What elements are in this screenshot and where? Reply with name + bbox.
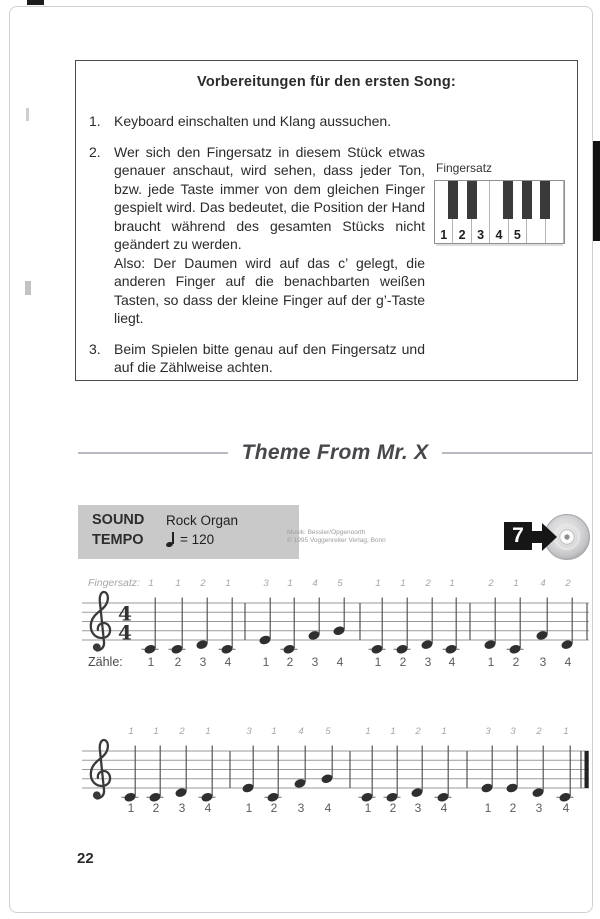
count-number: 2 [270, 801, 278, 815]
fingering-number: 4 [312, 578, 318, 589]
time-signature-bottom: 4 [118, 620, 132, 645]
fingering-number: 1 [375, 578, 381, 589]
fingering-number: 4 [540, 578, 546, 589]
fingering-number: 2 [200, 578, 206, 589]
song-title-row [78, 441, 592, 465]
scan-artifact-left [25, 281, 31, 295]
count-number: 4 [204, 801, 212, 815]
key-number: 5 [513, 228, 521, 242]
keyboard-diagram [434, 180, 565, 244]
count-number: 4 [562, 801, 570, 815]
final-barline-thick [585, 751, 589, 788]
credits-line: Musik: Bessler/Opgenoorth [287, 529, 366, 536]
count-number: 4 [224, 655, 232, 669]
count-number: 3 [424, 655, 432, 669]
prep-item-text: Beim Spielen bitte genau auf den Fingersatz und auf die Zählweise achten. [114, 340, 425, 375]
count-number: 2 [152, 801, 160, 815]
count-number: 1 [487, 655, 495, 669]
fingering-number: 1 [441, 726, 447, 737]
fingering-number: 1 [225, 578, 231, 589]
count-label: Zähle: [88, 655, 123, 669]
fingering-number: 2 [179, 726, 185, 737]
black-key [522, 181, 532, 219]
prep-heading: Vorbereitungen für den ersten Song: [197, 74, 456, 90]
key-number: 3 [477, 228, 485, 242]
count-number: 1 [364, 801, 372, 815]
count-number: 4 [324, 801, 332, 815]
fingering-number: 5 [337, 578, 343, 589]
fingering-number: 4 [298, 726, 304, 737]
black-key [540, 181, 550, 219]
key-number: 4 [495, 228, 503, 242]
count-number: 2 [399, 655, 407, 669]
fingering-number: 1 [400, 578, 406, 589]
fingering-number: 5 [325, 726, 331, 737]
count-number: 2 [286, 655, 294, 669]
credits-line: © 1995 Voggenreiter Verlag, Bonn [287, 537, 386, 544]
count-number: 3 [414, 801, 422, 815]
list-number: 1. [89, 113, 101, 129]
count-number: 1 [147, 655, 155, 669]
sound-label: SOUND [92, 512, 145, 528]
tempo-value [166, 532, 214, 547]
fingering-number: 3 [263, 578, 269, 589]
fingering-number: 1 [513, 578, 519, 589]
fingering-label: Fingersatz: [88, 577, 140, 589]
fingering-number: 1 [175, 578, 181, 589]
count-number: 4 [448, 655, 456, 669]
fingering-number: 2 [425, 578, 431, 589]
scan-artifact-left [26, 108, 29, 121]
count-number: 2 [509, 801, 517, 815]
preparation-box [75, 60, 578, 381]
count-number: 1 [262, 655, 270, 669]
count-number: 3 [199, 655, 207, 669]
song-title: Theme From Mr. X [241, 441, 429, 464]
cd-track-marker [504, 510, 596, 566]
title-rule-right [442, 452, 592, 454]
sound-tempo-box [78, 505, 299, 559]
count-number: 3 [297, 801, 305, 815]
black-key [503, 181, 513, 219]
count-number: 3 [178, 801, 186, 815]
fingering-number: 1 [449, 578, 455, 589]
fingering-number: 2 [565, 578, 571, 589]
treble-clef-icon [93, 791, 101, 799]
sound-value: Rock Organ [166, 513, 239, 528]
fingering-number: 3 [485, 726, 491, 737]
count-number: 1 [127, 801, 135, 815]
key-number: 2 [458, 228, 466, 242]
fingering-number: 1 [128, 726, 134, 737]
fingering-number: 1 [205, 726, 211, 737]
list-number: 3. [89, 340, 101, 357]
fingering-number: 1 [365, 726, 371, 737]
fingering-number: 2 [536, 726, 542, 737]
prep-item-3 [89, 340, 577, 377]
fingering-number: 3 [510, 726, 516, 737]
prep-item-text: Keyboard einschalten und Klang aussuchen. [114, 113, 392, 129]
fingering-number: 3 [246, 726, 252, 737]
fingering-number: 1 [287, 578, 293, 589]
count-number: 3 [535, 801, 543, 815]
track-number-badge: 7 [504, 522, 532, 550]
count-number: 3 [539, 655, 547, 669]
count-number: 1 [484, 801, 492, 815]
fingering-number: 1 [153, 726, 159, 737]
title-rule-left [78, 452, 228, 454]
credits [287, 529, 386, 545]
fingering-number: 1 [148, 578, 154, 589]
fingering-number: 2 [488, 578, 494, 589]
prep-item-paragraph: Wer sich den Fingersatz in diesem Stück etwas genauer anschaut, wird sehen, dass jeder Ton, bzw. jede Taste immer von dem gleichen Finger gespielt wird. Das bedeutet, die Position der Hand braucht während des gesamten Stücks nicht geändert zu werden. [114, 143, 425, 252]
scan-artifact-right [593, 141, 600, 241]
count-number: 4 [564, 655, 572, 669]
fingering-number: 1 [271, 726, 277, 737]
prep-item-paragraph: Also: Der Daumen wird auf das c’ gelegt, die anderen Finger auf die benachbarten weißen Tasten, so dass der kleine Finger auf der g’-Taste liegt. [114, 254, 425, 326]
count-number: 2 [512, 655, 520, 669]
count-number: 1 [245, 801, 253, 815]
quarter-note-icon [166, 532, 176, 547]
count-number: 4 [440, 801, 448, 815]
fingering-number: 2 [415, 726, 421, 737]
fingering-number: 1 [390, 726, 396, 737]
fingering-diagram-label: Fingersatz [436, 161, 493, 175]
fingering-diagram [434, 161, 574, 244]
fingering-number: 1 [563, 726, 569, 737]
black-key [467, 181, 477, 219]
list-number: 2. [89, 143, 101, 160]
prep-item-text [114, 143, 425, 328]
count-number: 4 [336, 655, 344, 669]
count-number: 2 [389, 801, 397, 815]
page-number: 22 [77, 850, 94, 867]
count-number: 2 [174, 655, 182, 669]
count-number: 3 [311, 655, 319, 669]
key-number: 1 [440, 228, 448, 242]
count-number: 1 [374, 655, 382, 669]
music-notation [0, 570, 600, 830]
treble-clef-icon [93, 643, 101, 651]
prep-item-1 [89, 112, 577, 131]
tempo-number: = 120 [180, 532, 215, 547]
scan-artifact-top [27, 0, 44, 5]
tempo-label: TEMPO [92, 532, 144, 548]
time-signature-top: 4 [118, 601, 132, 626]
black-key [448, 181, 458, 219]
